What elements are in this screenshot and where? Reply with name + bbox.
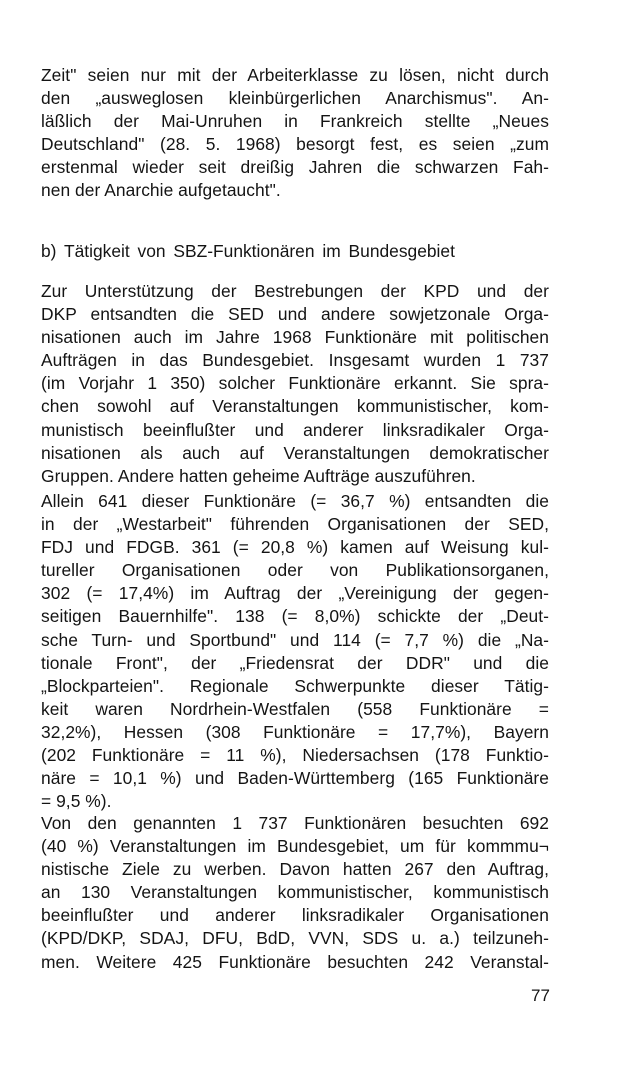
text-line: Zur Unterstützung der Bestrebungen der KPD und der: [41, 281, 549, 301]
text-line: tureller Organisationen oder von Publikationsorganen,: [41, 560, 549, 581]
text-line: = 9,5 %).: [41, 791, 112, 812]
text-line: beeinflußter und anderer linksradikaler Organisationen: [41, 905, 549, 926]
text-line: 302 (= 17,4%) im Auftrag der „Vereinigung der gegen-: [41, 583, 549, 604]
text-line: an 130 Veranstaltungen kommunistischer, kommunistisch: [41, 882, 549, 903]
text-line: tionale Front", der „Friedensrat der DDR" und die: [41, 652, 549, 673]
paragraph-statistics: [41, 490, 549, 813]
page-number: 77: [531, 986, 550, 1005]
text-line: (40 %) Veranstaltungen im Bundesgebiet, um für kommmu¬: [41, 836, 549, 857]
text-line: nisationen auch im Jahre 1968 Funktionäre mit politischen: [41, 327, 549, 348]
text-line: Allein 641 dieser Funktionäre (= 36,7 %) entsandten die: [41, 491, 549, 511]
text-line: den „ausweglosen kleinbürgerlichen Anarchismus". An-: [41, 88, 549, 109]
text-line: munistisch beeinflußter und anderer linksradikaler Orga-: [41, 419, 549, 440]
text-line: in der „Westarbeit" führenden Organisationen der SED,: [41, 514, 549, 535]
text-line: erstenmal wieder seit dreißig Jahren die schwarzen Fah-: [41, 157, 549, 178]
text-line: (KPD/DKP, SDAJ, DFU, BdD, VVN, SDS u. a.) teilzuneh-: [41, 928, 549, 949]
text-line: men. Weitere 425 Funktionäre besuchten 242 Veranstal-: [41, 951, 549, 972]
paragraph-intro: [41, 64, 549, 203]
text-line: Zeit" seien nur mit der Arbeiterklasse zu lösen, nicht durch: [41, 65, 549, 85]
text-line: chen sowohl auf Veranstaltungen kommunistischer, kom-: [41, 396, 549, 417]
text-line: näre = 10,1 %) und Baden-Württemberg (165 Funktionäre: [41, 768, 549, 789]
text-line: „Blockparteien". Regionale Schwerpunkte dieser Tätig-: [41, 675, 549, 696]
section-heading: b) Tätigkeit von SBZ-Funktionären im Bundesgebiet: [41, 241, 455, 261]
text-line: nistische Ziele zu werben. Davon hatten 267 den Auftrag,: [41, 859, 549, 880]
text-line: nisationen als auch auf Veranstaltungen demokratischer: [41, 442, 549, 463]
text-line: 32,2%), Hessen (308 Funktionäre = 17,7%), Bayern: [41, 721, 549, 742]
text-line: Gruppen. Andere hatten geheime Aufträge auszuführen.: [41, 465, 476, 486]
text-line: DKP entsandten die SED und andere sowjetzonale Orga-: [41, 304, 549, 325]
text-line: Deutschland" (28. 5. 1968) besorgt fest, es seien „zum: [41, 134, 549, 155]
text-line: Von den genannten 1 737 Funktionären besuchten 692: [41, 813, 549, 833]
text-line: Aufträgen in das Bundesgebiet. Insgesamt wurden 1 737: [41, 350, 549, 371]
text-line: sche Turn- und Sportbund" und 114 (= 7,7 %) die „Na-: [41, 629, 549, 650]
text-line: läßlich der Mai-Unruhen in Frankreich stellte „Neues: [41, 111, 549, 132]
paragraph-events: [41, 812, 549, 974]
paragraph-support: [41, 280, 549, 488]
text-line: (im Vorjahr 1 350) solcher Funktionäre erkannt. Sie spra-: [41, 373, 549, 394]
text-line: seitigen Bauernhilfe". 138 (= 8,0%) schickte der „Deut-: [41, 606, 549, 627]
text-line: keit waren Nordrhein-Westfalen (558 Funktionäre =: [41, 698, 549, 719]
text-line: nen der Anarchie aufgetaucht".: [41, 180, 281, 201]
text-line: (202 Funktionäre = 11 %), Niedersachsen (178 Funktio-: [41, 745, 549, 766]
text-line: FDJ und FDGB. 361 (= 20,8 %) kamen auf Weisung kul-: [41, 537, 549, 558]
